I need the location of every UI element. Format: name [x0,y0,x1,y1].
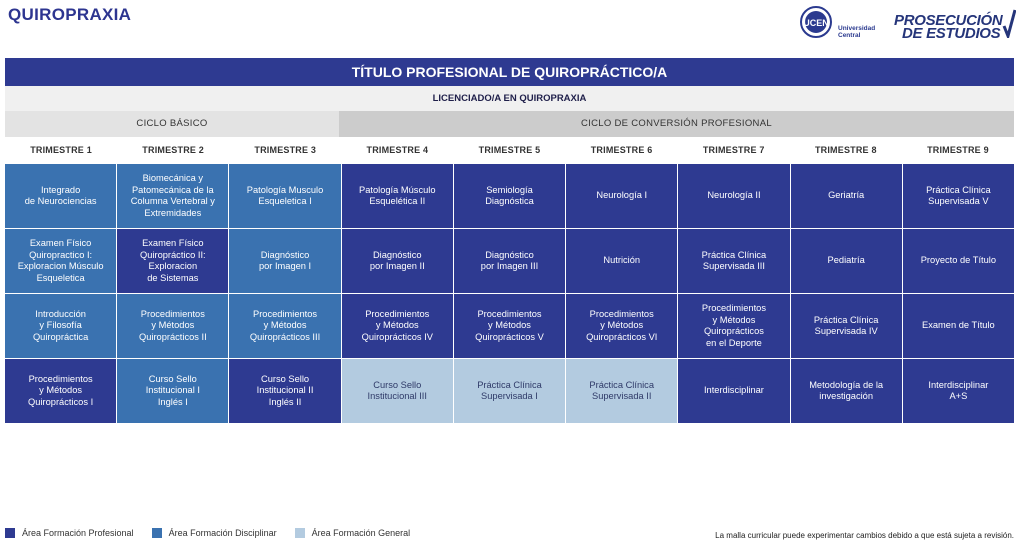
degree-title: TÍTULO PROFESIONAL DE QUIROPRÁCTICO/A [5,58,1014,86]
course-cell: Neurología II [678,164,789,228]
legend-swatch [295,528,305,538]
course-cell: Procedimientos y Métodos Quiroprácticos II [117,294,228,358]
prosecucion-logo-line1: PROSECUCIÓN [894,12,1003,29]
course-cell: Interdisciplinar [678,359,789,423]
legend-item [5,528,134,538]
course-cell: Semiología Diagnóstica [454,164,565,228]
legend-label: Área Formación Disciplinar [168,528,277,538]
legend [5,528,428,538]
trimester-header: TRIMESTRE 6 [590,145,653,155]
course-cell: Patología Musculo Esqueletica I [229,164,340,228]
course-cell: Diagnóstico por Imagen I [229,229,340,293]
course-cell: Curso Sello Institucional I Inglés I [117,359,228,423]
course-cell: Proyecto de Título [903,229,1014,293]
legend-item [295,528,411,538]
course-cell: Curso Sello Institucional III [342,359,453,423]
course-cell: Práctica Clínica Supervisada II [566,359,677,423]
trimester-header: TRIMESTRE 8 [814,145,877,155]
course-cell: Práctica Clínica Supervisada III [678,229,789,293]
trimester-header: TRIMESTRE 2 [142,145,205,155]
legend-label: Área Formación General [311,528,411,538]
course-cell: Introducción y Filosofía Quiropráctica [5,294,116,358]
course-cell: Práctica Clínica Supervisada V [903,164,1014,228]
course-cell: Geriatría [791,164,902,228]
trimester-header: TRIMESTRE 4 [366,145,429,155]
cycle-basic: CICLO BÁSICO [5,111,339,137]
course-cell: Diagnóstico por Imagen II [342,229,453,293]
revision-note: La malla curricular puede experimentar cambios debido a que está sujeta a revisión. [715,531,1014,540]
prosecucion-logo-line2: DE ESTUDIOS [902,25,1001,42]
course-cell: Procedimientos y Métodos Quiroprácticos V [454,294,565,358]
course-cell: Examen Físico Quiropráctico II: Exploracion de Sistemas [117,229,228,293]
course-cell: Procedimientos y Métodos Quiroprácticos IV [342,294,453,358]
university-name: Universidad Central [838,25,876,39]
curriculum-grid [5,58,1014,423]
course-cell: Interdisciplinar A+S [903,359,1014,423]
course-cell: Examen Físico Quiropractico I: Exploracion Músculo Esqueletica [5,229,116,293]
course-cell: Procedimientos y Métodos Quiroprácticos en el Deporte [678,294,789,358]
cycles-row [5,111,1014,137]
trimester-header: TRIMESTRE 7 [702,145,765,155]
ucen-logo [800,6,880,40]
course-cell: Pediatría [791,229,902,293]
degree-subtitle: LICENCIADO/A EN QUIROPRAXIA [5,86,1014,111]
check-icon [1002,8,1016,38]
course-cell: Procedimientos y Métodos Quiroprácticos I [5,359,116,423]
course-grid [5,164,1014,423]
course-cell: Metodología de la investigación [791,359,902,423]
ucen-logo-mark [800,6,832,38]
course-cell: Práctica Clínica Supervisada I [454,359,565,423]
course-cell: Nutrición [566,229,677,293]
legend-item [152,528,277,538]
course-cell: Procedimientos y Métodos Quiroprácticos VI [566,294,677,358]
prosecucion-logo [892,8,1018,42]
trimester-header: TRIMESTRE 5 [478,145,541,155]
course-cell: Práctica Clínica Supervisada IV [791,294,902,358]
svg-text:UCEN: UCEN [803,18,829,28]
legend-swatch [152,528,162,538]
legend-label: Área Formación Profesional [22,528,134,538]
cycle-conversion: CICLO DE CONVERSIÓN PROFESIONAL [339,111,1014,137]
legend-swatch [5,528,15,538]
page-title: QUIROPRAXIA [8,5,132,24]
course-cell: Procedimientos y Métodos Quiroprácticos III [229,294,340,358]
course-cell: Biomecánica y Patomecánica de la Columna Vertebral y Extremidades [117,164,228,228]
course-cell: Patología Músculo Esquelética II [342,164,453,228]
trimester-header-row [5,137,1014,163]
course-cell: Integrado de Neurociencias [5,164,116,228]
course-cell: Neurología I [566,164,677,228]
trimester-header: TRIMESTRE 3 [254,145,317,155]
course-cell: Examen de Título [903,294,1014,358]
course-cell: Diagnóstico por Imagen III [454,229,565,293]
trimester-header: TRIMESTRE 1 [30,145,92,155]
trimester-header: TRIMESTRE 9 [927,145,989,155]
course-cell: Curso Sello Institucional II Inglés II [229,359,340,423]
